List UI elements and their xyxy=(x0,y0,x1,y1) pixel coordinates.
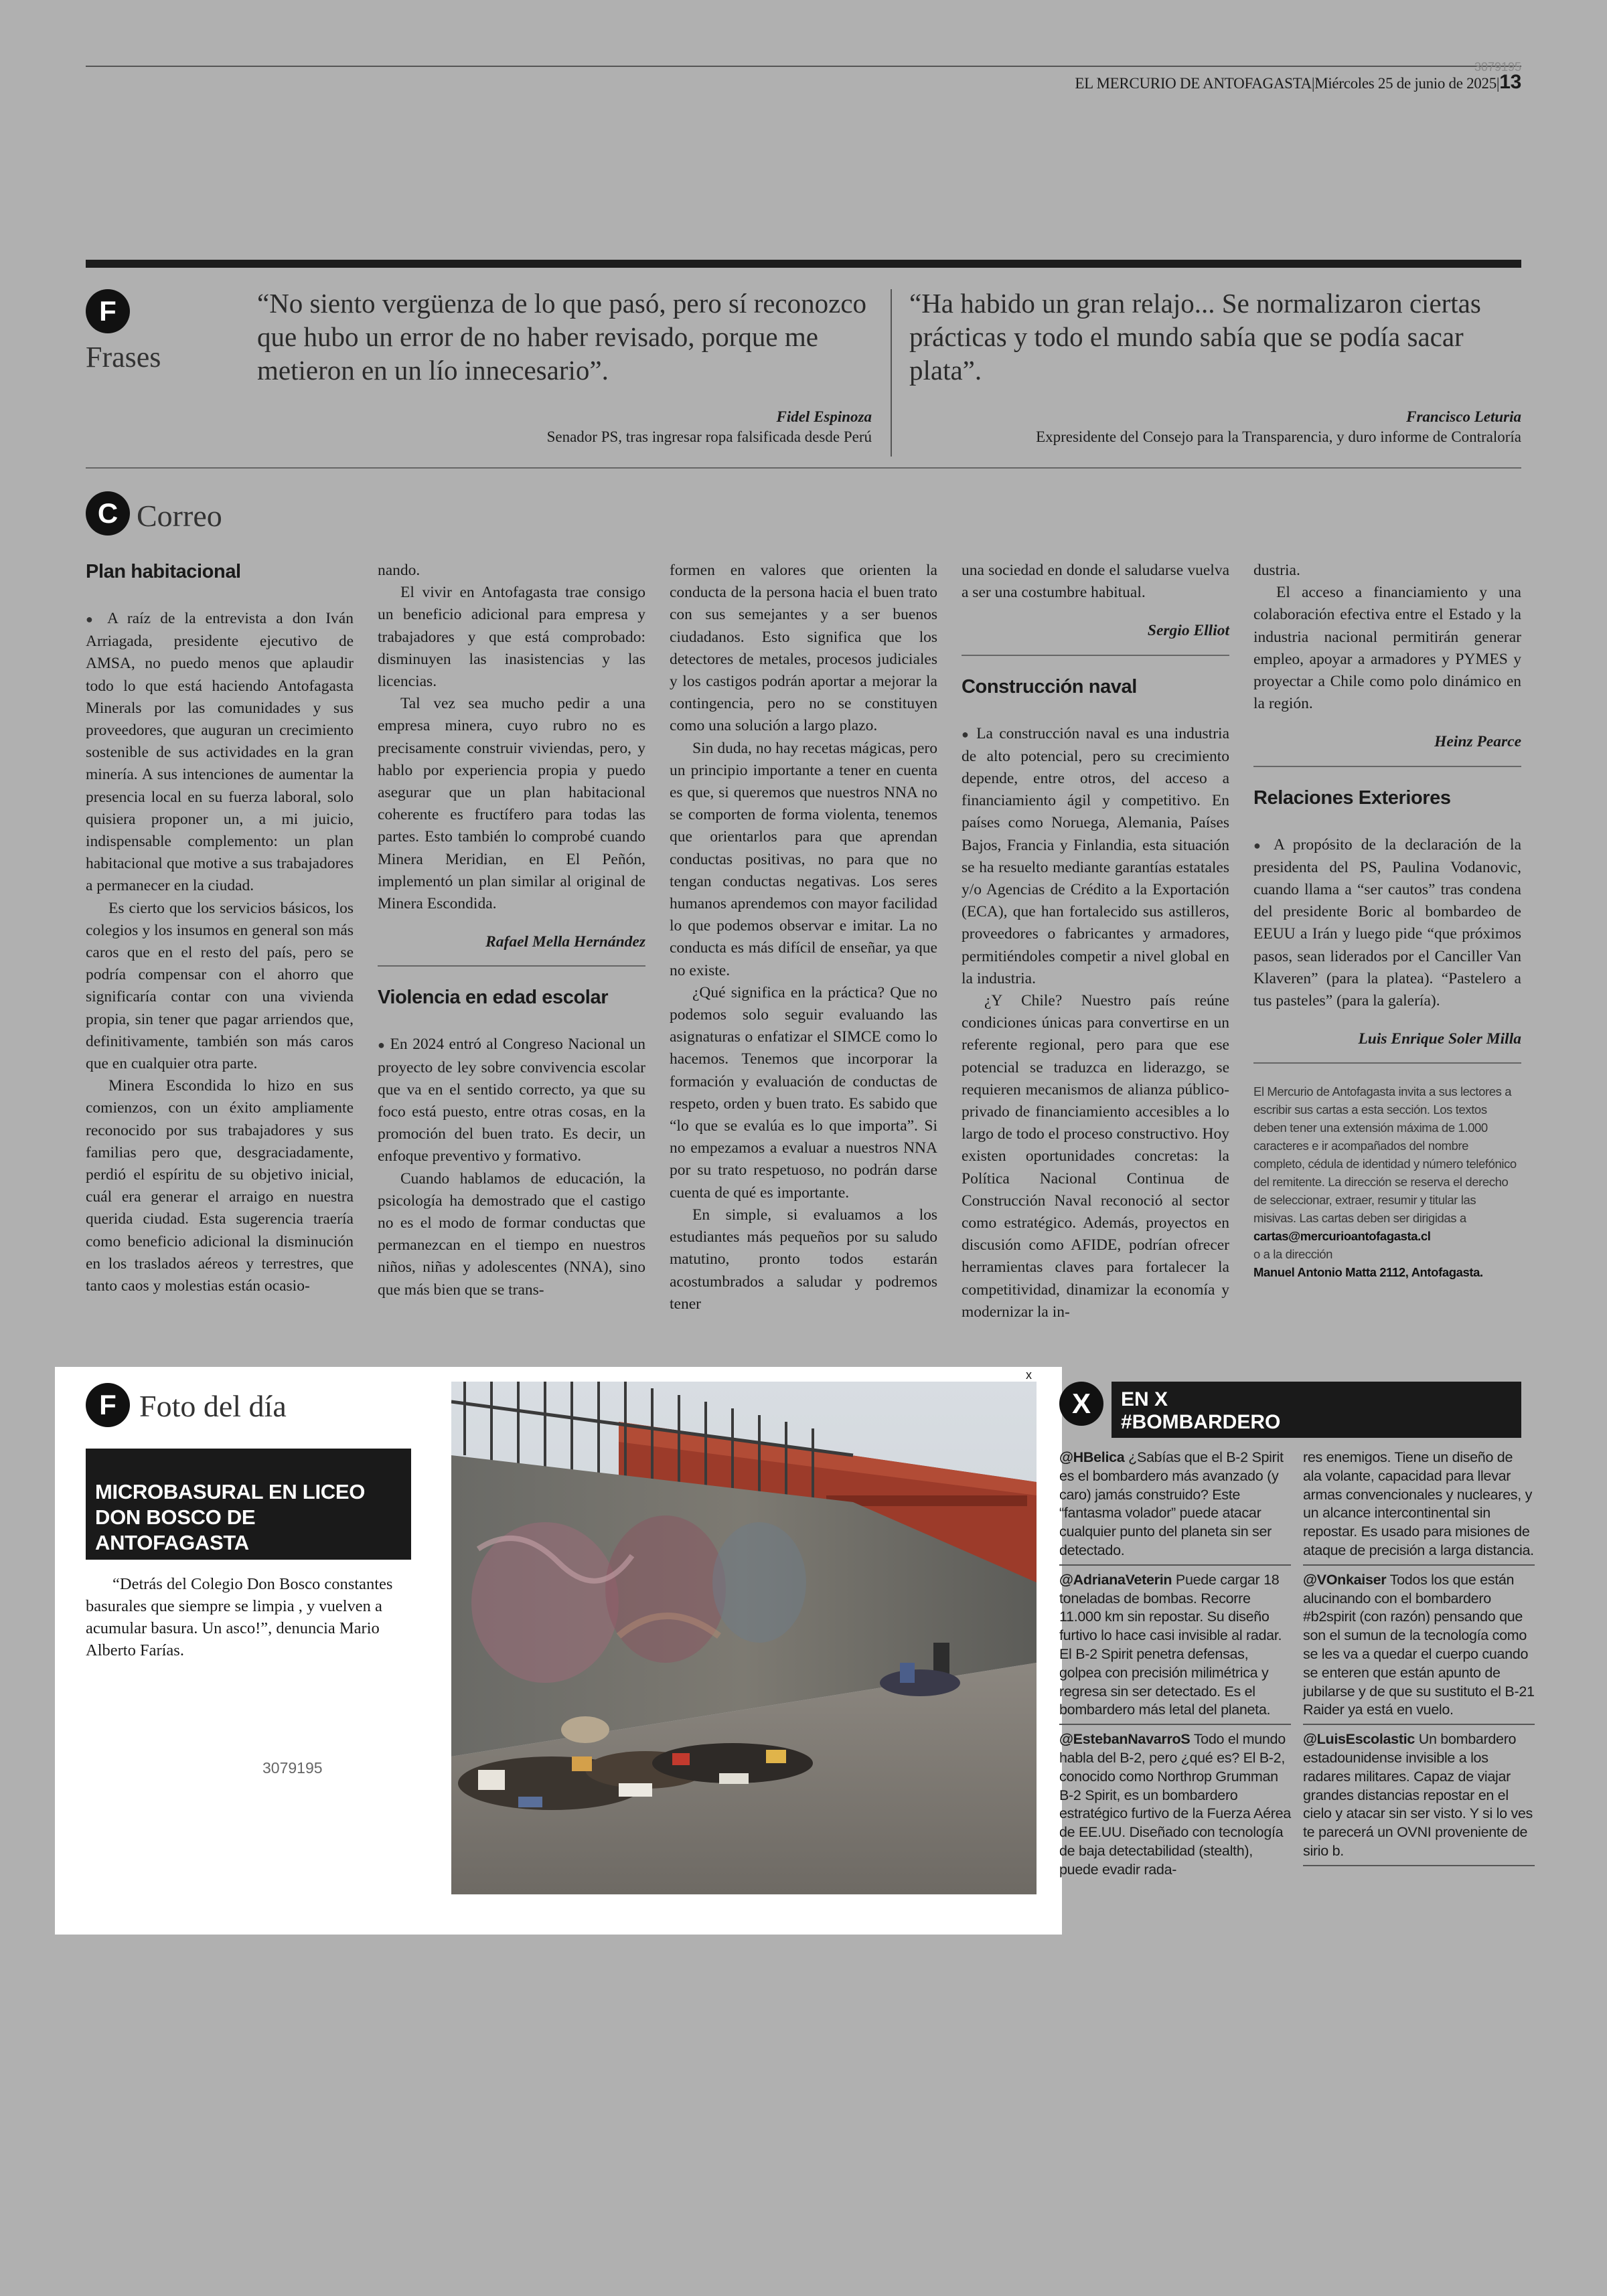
masthead-separator-2: | xyxy=(1496,75,1500,92)
tweet-text: Todos los que están alucinando con el bombardero #b2spirit (con razón) pensando que son el sumun de la tecnología como se les va a quedar el cuerpo cuando se enteren que están apunto de jubilarse y de que su sustituto el B-21 Raider ya está en vuelo. xyxy=(1303,1571,1535,1718)
letter-paragraph: Minera Escondida lo hizo en sus comienzos, con un éxito ampliamente reconocido por sus trabajadores y sus familias pero que, desgraciadamente, perdió el espíritu de su objetivo inicial, cuál era generar el arraigo en nuestra querida ciudad. Esta sugerencia traería como beneficio adicional la disminución en los traslados aéreos y terrestres, que tanto caos y molestias están ocasio- xyxy=(86,1077,354,1295)
letter-signature: Luis Enrique Soler Milla xyxy=(1358,1030,1521,1048)
notice-text: El Mercurio de Antofagasta invita a sus lectores a escribir sus cartas a esta sección. Los textos deben tener una extensión máxima de 1.000 caracteres e ir acompañados del nombre completo, cédula de identidad y número telefónico del remitente. La dirección se reserva el derecho de seleccionar, extraer, resumir y titular las misivas. Las cartas deben ser dirigidas a xyxy=(1253,1084,1517,1226)
tweet-divider xyxy=(1059,1724,1291,1725)
letters-column-5 xyxy=(1253,560,1521,1281)
correo-section-icon: C xyxy=(86,491,130,536)
tweet-handle[interactable]: @AdrianaVeterin xyxy=(1059,1571,1172,1588)
tweet xyxy=(1303,1571,1535,1720)
tweet-text: Puede cargar 18 toneladas de bombas. Recorre 11.000 km sin repostar. Su diseño furtivo lo hace casi invisible al radar. El B-2 Spirit penetra defensas, golpea con precisión milimétrica y regresa sin ser detectado. Es el bombardero más letal del planeta. xyxy=(1059,1571,1282,1718)
tweet xyxy=(1059,1730,1291,1879)
letter-paragraph: ¿Y Chile? Nuestro país reúne condiciones únicas para convertirse en un referente regional, pero para que ese potencial se traduzca en liderazgo, se requieren mecanismos de alianza público-privado de financiamiento accesibles a lo largo de todo el proceso constructivo. Hoy existen oportunidades concretas: la Política Nacional Continua de Construcción Naval reconoció al sector como estratégico. Además, proyectos en discusión como AFIDE, podrían ofrecer herramientas claves para fortalecer la competitividad, dinamizar la economía y modernizar la in- xyxy=(962,992,1229,1321)
foto-code: 3079195 xyxy=(262,1759,323,1777)
enx-hashtag: #BOMBARDERO xyxy=(1121,1411,1281,1433)
tweet-handle[interactable]: @VOnkaiser xyxy=(1303,1571,1387,1588)
top-rule xyxy=(86,66,1521,67)
quote-1-text: “No siento vergüenza de lo que pasó, pero sí reconozco que hubo un error de no haber revisado, porque me metieron en un lío innecesario”. xyxy=(257,288,867,386)
letters-column-3 xyxy=(670,560,937,1315)
letter-paragraph: Cuando hablamos de educación, la psicología ha demostrado que el castigo no es el modo de formar conductas que permanezcan en el tiempo en nuestros niños, niñas y adolescentes (NNA), sino que más bien que se trans- xyxy=(378,1169,645,1299)
tweet-handle[interactable]: @LuisEscolastic xyxy=(1303,1731,1415,1748)
letter-paragraph: Es cierto que los servicios básicos, los colegios y los insumos en general son más caros que en el resto del país, pero se podría compensar con el ahorro que significaría contar con una vivienda propia, sin tener que pagar arriendos que, definitivamente, también son más caros que en cualquier otra parte. xyxy=(86,899,354,1073)
tweet-divider xyxy=(1303,1724,1535,1725)
letter-divider xyxy=(1253,1062,1521,1064)
letter-title-violencia: Violencia en edad escolar xyxy=(378,987,609,1009)
frases-bottom-rule xyxy=(86,467,1521,469)
letter-paragraph: dustria. xyxy=(1253,562,1300,579)
foto-headline: MICROBASURAL EN LICEO DON BOSCO DE ANTOFAGASTA xyxy=(86,1449,411,1560)
tweet xyxy=(1059,1571,1291,1720)
enx-title-line-1: EN X xyxy=(1121,1388,1168,1410)
foto-caption: “Detrás del Colegio Don Bosco constantes basurales que siempre se limpia , y vuelven a acumular basura. Un asco!”, denuncia Mario Alberto Farías. xyxy=(86,1575,393,1659)
tweet-divider xyxy=(1059,1564,1291,1566)
letter-title-relaciones-exteriores: Relaciones Exteriores xyxy=(1253,787,1451,809)
frases-divider xyxy=(891,289,892,457)
letters-submission-notice xyxy=(1253,1082,1521,1281)
tweet xyxy=(1059,1449,1291,1560)
frases-section-icon: F xyxy=(86,289,130,333)
letter-paragraph: En simple, si evaluamos a los estudiantes más pequeños por su saludo matutino, pronto todos estarán acostumbrados a saludar y podremos tener xyxy=(670,1206,937,1313)
tweet-text: Todo el mundo habla del B-2, pero ¿qué es? El B-2, conocido como Northrop Grumman B-2 Spirit, es un bombardero estratégico furtivo de la Fuerza Aérea de EE.UU. Diseñado con tecnología de baja detectabilidad (stealth), puede evadir rada- xyxy=(1059,1731,1291,1878)
quote-2-author: Francisco Leturia xyxy=(1406,408,1521,425)
notice-email-link[interactable]: cartas@mercurioantofagasta.cl xyxy=(1253,1229,1431,1244)
foto-image xyxy=(451,1382,1037,1894)
foto-section-icon: F xyxy=(86,1383,130,1427)
frases-top-rule xyxy=(86,260,1521,268)
letters-column-1 xyxy=(86,560,354,1297)
tweet-handle[interactable]: @HBelica xyxy=(1059,1449,1125,1465)
letter-divider xyxy=(962,655,1229,656)
letter-signature: Heinz Pearce xyxy=(1434,733,1521,751)
tweet-divider xyxy=(1303,1564,1535,1566)
tweet-text: Un bombardero estadounidense invisible a los radares militares. Capaz de viajar grandes distancias repostar en el cielo y atacar sin ser visto. Y si lo ves te parecerá un OVNI proveniente de sirio b. xyxy=(1303,1731,1533,1859)
enx-section-icon: X xyxy=(1059,1382,1103,1426)
tweet-text: ¿Sabías que el B-2 Spirit es el bombardero más avanzado (y caro) jamás construido? Este “fantasma volador” puede atacar cualquier punto del planeta sin ser detectado. xyxy=(1059,1449,1284,1558)
masthead-title: EL MERCURIO DE ANTOFAGASTA xyxy=(1075,75,1312,92)
letter-paragraph: El vivir en Antofagasta trae consigo un beneficio adicional para empresa y trabajadores y que está comprobado: disminuyen las inasistencias y las licencias. xyxy=(378,584,645,691)
tweet-handle[interactable]: @EstebanNavarroS xyxy=(1059,1731,1191,1748)
letter-paragraph: ● A propósito de la declaración de la presidenta del PS, Paulina Vodanovic, cuando llama a “ser cautos” tras condena del presidente Boric al bombardeo de EEUU a Irán y luego pide “que próximos pasos, sean liderados por el Canciller Van Klaveren” (para la platea). “Pastelero a tus pasteles” (para la galería). xyxy=(1253,834,1521,1013)
foto-section-label: Foto del día xyxy=(139,1389,287,1423)
tweets-column-2 xyxy=(1303,1449,1535,1872)
letter-title-plan-habitacional: Plan habitacional xyxy=(86,561,241,582)
letter-divider xyxy=(1253,766,1521,767)
letter-paragraph: ● A raíz de la entrevista a don Iván Arriagada, presidente ejecutivo de AMSA, no puedo menos que aplaudir todo lo que está haciendo Antofagasta Minerals por las comunidades y sus proveedores, que auguran un crecimiento sostenible de sus actividades en la gran minería. A sus intenciones de aumentar la presencia local en su fuerza laboral, solo quisiera proponer un, a mi juicio, indispensable complemento: un plan habitacional que motive a sus trabajadores a permanecer en la ciudad. xyxy=(86,608,354,898)
masthead xyxy=(1075,71,1521,94)
notice-text-2: o a la dirección xyxy=(1253,1247,1333,1262)
enx-header xyxy=(1112,1382,1521,1438)
letters-column-2 xyxy=(378,560,645,1301)
ghost-code: 3079195 xyxy=(1474,60,1521,74)
tweet xyxy=(1303,1449,1535,1560)
quote-2-role: Expresidente del Consejo para la Transparencia, y duro informe de Contraloría xyxy=(1036,428,1521,445)
letter-signature: Rafael Mella Hernández xyxy=(485,933,645,951)
quote-1-author: Fidel Espinoza xyxy=(776,408,872,425)
letter-signature: Sergio Elliot xyxy=(1147,622,1229,640)
letter-paragraph: una sociedad en donde el saludarse vuelva a ser una costumbre habitual. xyxy=(962,562,1229,602)
letter-paragraph: Tal vez sea mucho pedir a una empresa minera, cuyo rubro no es precisamente construir viviendas, pero, y hablo por experiencia propia y puedo asegurar que un plan habitacional coherente es fructífero para todas las partes. Esto también lo comprobé cuando Minera Meridian, en El Peñón, implementó un plan similar al original de Minera Escondida. xyxy=(378,695,645,913)
masthead-date: Miércoles 25 de junio de 2025 xyxy=(1314,75,1497,92)
tweet xyxy=(1303,1730,1535,1861)
tweets-column-1 xyxy=(1059,1449,1291,1884)
quote-1-role: Senador PS, tras ingresar ropa falsificada desde Perú xyxy=(546,428,872,445)
letters-column-4 xyxy=(962,560,1229,1323)
letter-divider xyxy=(378,965,645,967)
close-icon[interactable]: x xyxy=(1026,1368,1032,1382)
letter-paragraph: ¿Qué significa en la práctica? Que no podemos solo seguir evaluando las asignaturas o enfatizar el SIMCE como lo hacemos. Tenemos que incorporar la formación y evaluación de conductas de respeto, orden y buen trato. Es sabido que “lo que se evalúa es lo que importa”. Si no empezamos a evaluar a nuestros NNA por su trato respetuoso, no podrán darse cuenta de qué es importante. xyxy=(670,983,937,1202)
tweet-text: res enemigos. Tiene un diseño de ala volante, capacidad para llevar armas convencionales y nucleares, y un alcance intercontinental sin repostar. Es usado para misiones de ataque de precisión a larga distancia. xyxy=(1303,1449,1534,1558)
page-number: 13 xyxy=(1499,71,1521,93)
masthead-separator: | xyxy=(1311,75,1315,92)
tweet-divider xyxy=(1303,1865,1535,1866)
letter-title-construccion-naval: Construcción naval xyxy=(962,675,1137,698)
letter-paragraph: nando. xyxy=(378,562,420,579)
letter-paragraph: formen en valores que orienten la conducta de la persona hacia el buen trato con sus semejantes y a ser buenos ciudadanos. Esto significa que los detectores de metales, procesos judiciales y los castigos podrán aportar a mejorar la contingencia, pero no se constituyen como una solución a largo plazo. xyxy=(670,562,937,735)
letter-paragraph: ● La construcción naval es una industria de alto potencial, pero su crecimiento depende, entre otros, del acceso a financiamiento ágil y competitivo. En países como Noruega, Alemania, Países Bajos, Francia y Finlandia, esta situación se ha resuelto mediante garantías estatales y/o Agencias de Crédito a la Exportación (ECA), que han fortalecido sus astilleros, proveedores o fabricantes y armadores, permitiéndoles competir a nivel global en la industria. xyxy=(962,723,1229,990)
correo-section-label: Correo xyxy=(137,499,222,533)
letter-paragraph: Sin duda, no hay recetas mágicas, pero un principio importante a tener en cuenta es que, si queremos que nuestros NNA no se comporten de forma violenta, tenemos que orientarlos para que aprendan conductas positivas, no para que no tengan conductas negativas. Los seres humanos aprendemos con mayor facilidad lo que podemos observar e imitar. La no conducta es más difícil de enseñar, ya que no existe. xyxy=(670,739,937,979)
notice-address: Manuel Antonio Matta 2112, Antofagasta. xyxy=(1253,1265,1483,1280)
quote-2-text: “Ha habido un gran relajo... Se normalizaron ciertas prácticas y todo el mundo sabía que se podía sacar plata”. xyxy=(909,288,1481,386)
frases-section-label: Frases xyxy=(86,341,161,374)
letter-paragraph: ● En 2024 entró al Congreso Nacional un proyecto de ley sobre convivencia escolar que va en el sentido correcto, ya que su foco está puesto, entre otras cosas, en la promoción del buen trato. Es decir, un enfoque preventivo y formativo. xyxy=(378,1034,645,1167)
letter-paragraph: El acceso a financiamiento y una colaboración efectiva entre el Estado y la industria nacional permitirán generar empleo, apoyar a armadores y PYMES y proyectar a Chile como polo dinámico en la región. xyxy=(1253,584,1521,713)
